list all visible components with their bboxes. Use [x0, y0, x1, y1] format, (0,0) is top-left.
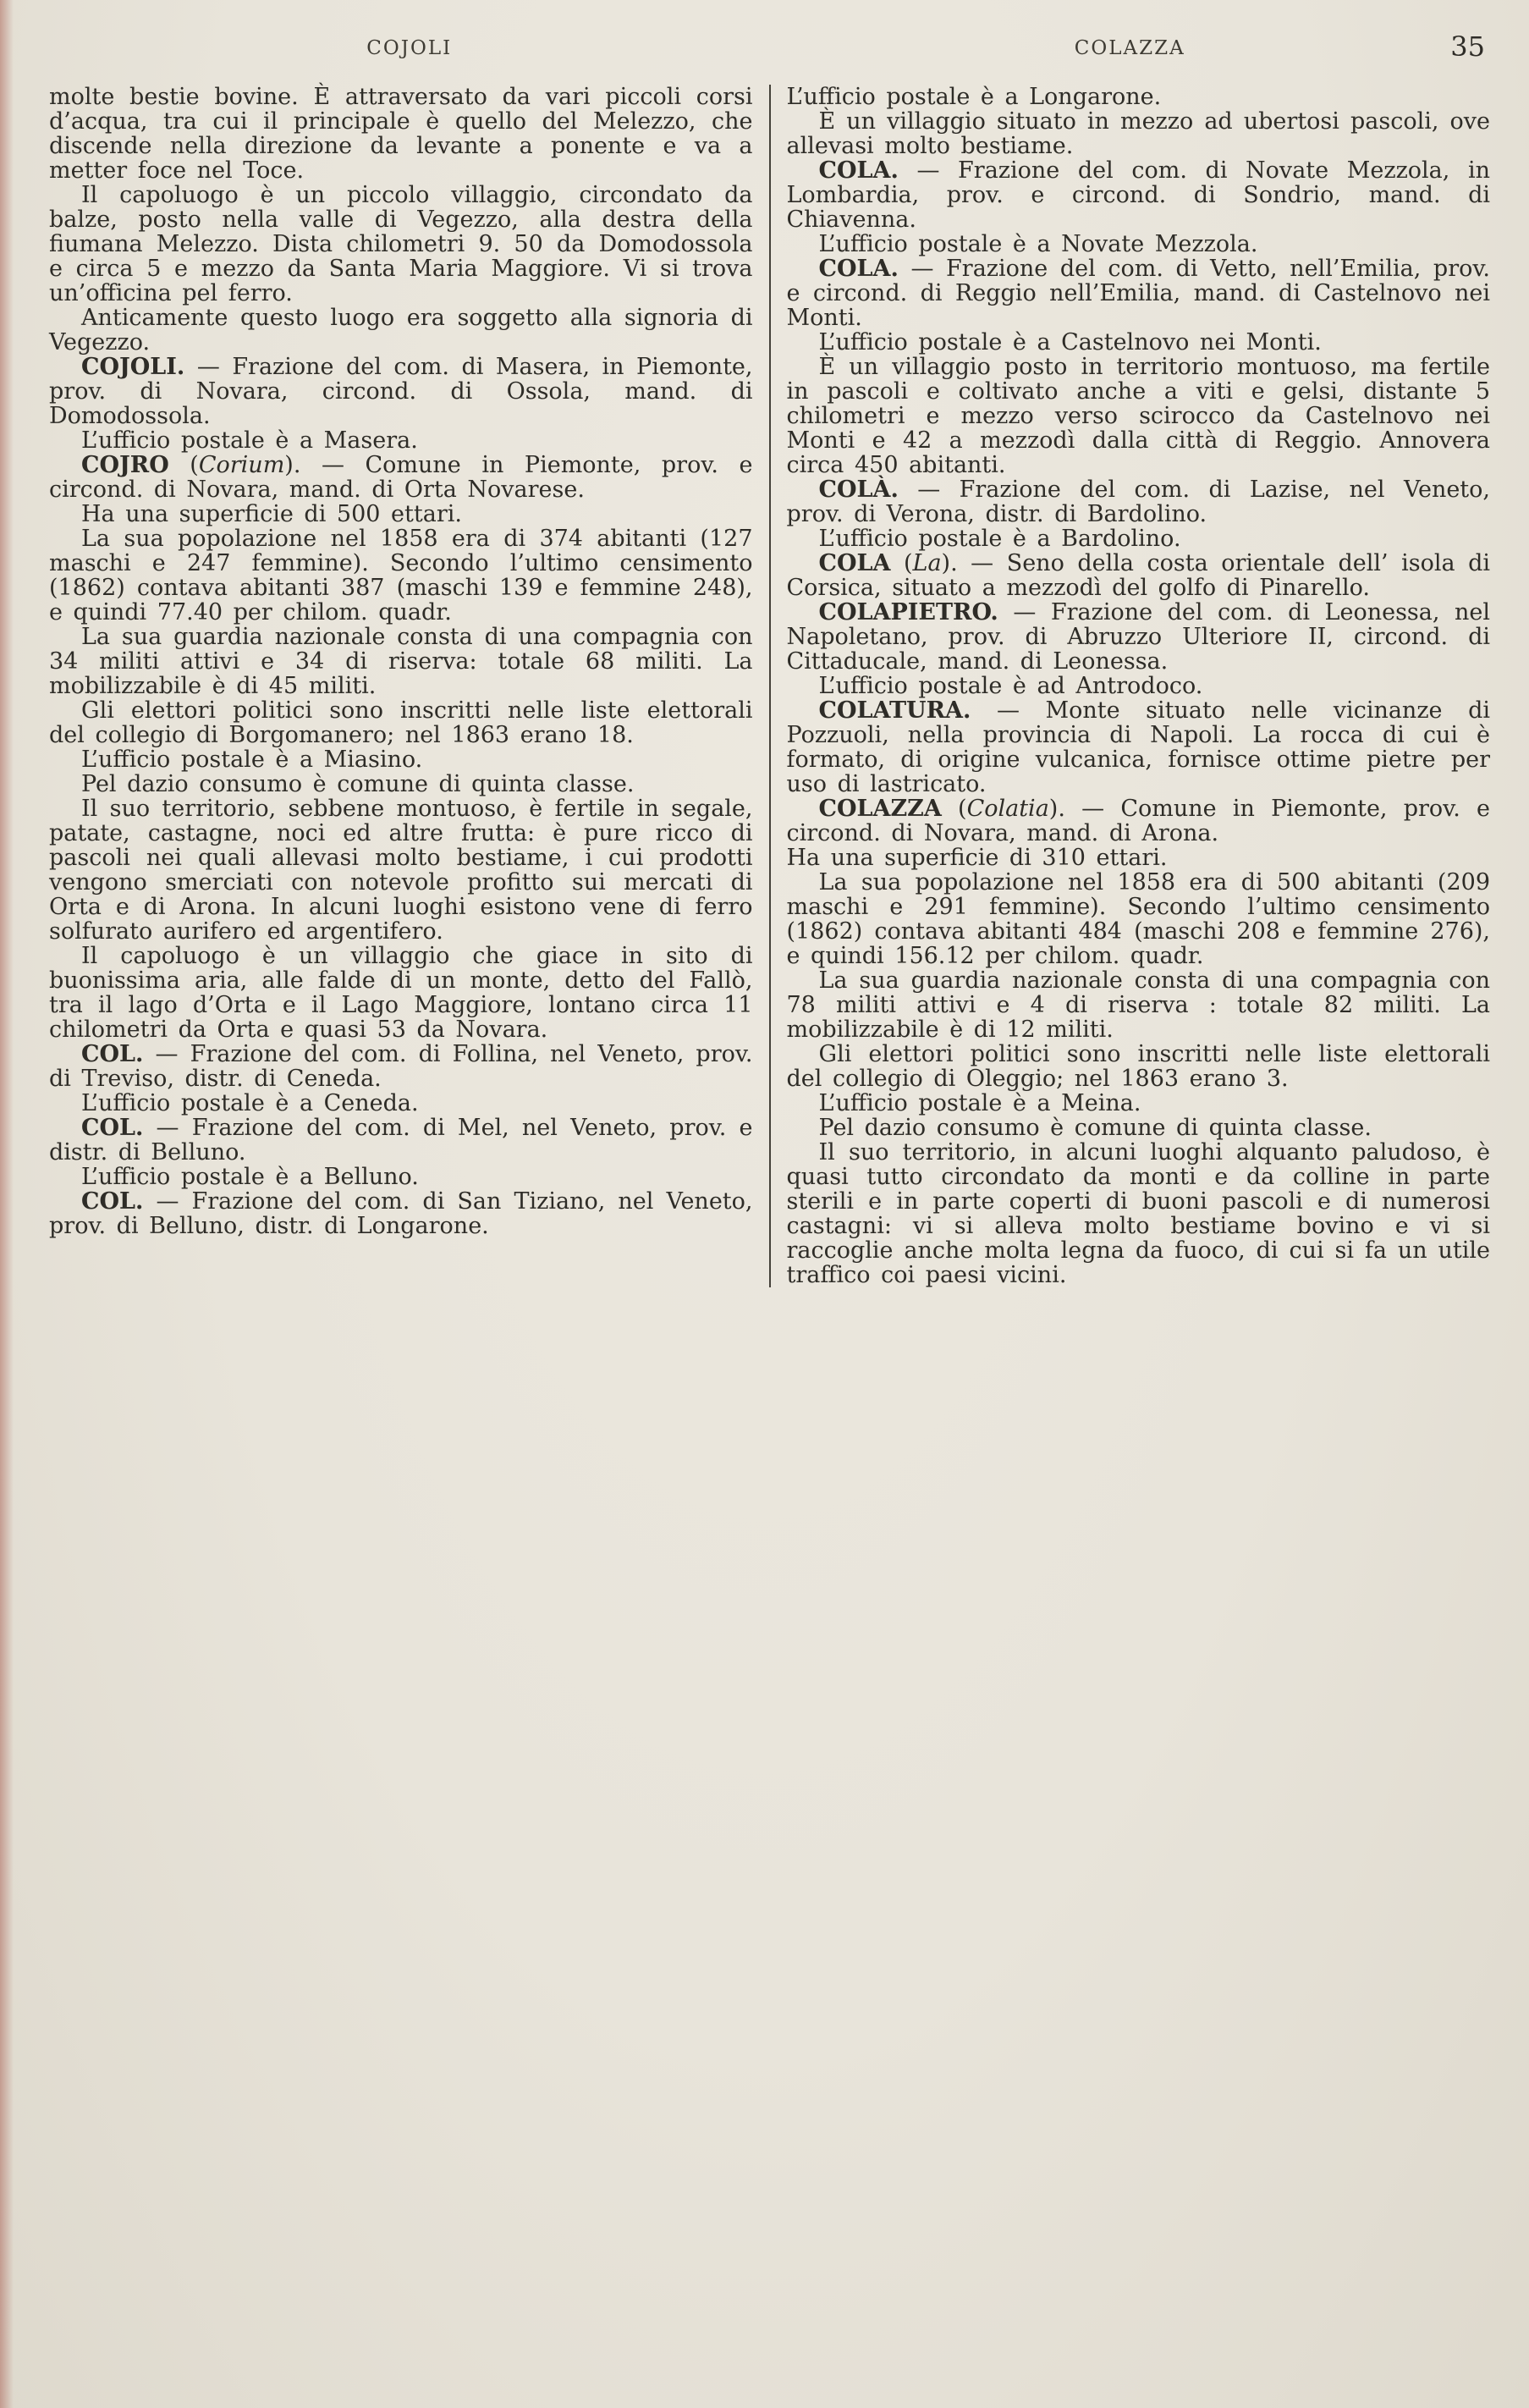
paragraph	[49, 1042, 753, 1091]
text-run: molte bestie bovine. È attraversato da vari piccoli corsi d’acqua, tra cui il principale è quello del Melezzo, che discende nella direzione da levante a ponente e va a metter foce nel Toce.	[49, 84, 753, 184]
text-run: L’ufficio postale è a Belluno.	[81, 1164, 419, 1190]
paragraph	[787, 600, 1491, 674]
text-run: ). — Seno della costa orientale dell’ isola di Corsica, situato a mezzodì del golfo di Pinarello.	[786, 550, 1490, 601]
paragraph	[787, 85, 1491, 109]
paragraph	[787, 796, 1491, 846]
paragraph	[49, 1091, 753, 1116]
text-run: Gli elettori politici sono inscritti nelle liste elettorali del collegio di Oleggio; nel 1863 erano 3.	[786, 1041, 1490, 1092]
text-run: — Frazione del com. di Vetto, nell’Emilia, prov. e circond. di Reggio nell’Emilia, mand. di Castelnovo nei Monti.	[786, 256, 1490, 331]
text-run: — Frazione del com. di Leonessa, nel Napoletano, prov. di Abruzzo Ulteriore II, circond. di Cittaducale, mand. di Leonessa.	[786, 599, 1490, 675]
text-run: (	[168, 452, 199, 478]
entry-headword: COLA	[818, 550, 891, 576]
text-run: — Frazione del com. di Mel, nel Veneto, prov. e distr. di Belluno.	[49, 1115, 753, 1165]
paragraph	[49, 625, 753, 698]
paragraph	[49, 1189, 753, 1238]
text-run: La sua guardia nazionale consta di una compagnia con 34 militi attivi e 34 di riserva: totale 68 militi. La mobilizzabile è di 45 militi.	[49, 624, 753, 699]
entry-headword: COLA.	[818, 256, 899, 282]
paragraph	[49, 698, 753, 747]
text-run: (	[941, 796, 967, 822]
paragraph	[49, 747, 753, 772]
paragraph	[49, 1165, 753, 1189]
paragraph	[787, 256, 1491, 330]
running-title-right: COLAZZA	[1074, 37, 1185, 59]
entry-headword: COLAPIETRO.	[818, 599, 998, 625]
paragraph	[787, 551, 1491, 600]
entry-headword: COJRO	[81, 452, 169, 478]
page-left-edge	[0, 0, 14, 2408]
left-column-text	[49, 85, 753, 1287]
text-run: Ha una superficie di 310 ettari.	[786, 845, 1168, 871]
right-column-text	[787, 85, 1491, 1287]
text-run: La sua popolazione nel 1858 era di 500 abitanti (209 maschi e 291 femmine). Secondo l’ultimo censimento (1862) contava abitanti 484 (maschi 208 e femmine 276), e quindi 156.12 per chilom. quadr.	[786, 869, 1490, 969]
paragraph	[787, 674, 1491, 698]
text-run: — Frazione del com. di San Tiziano, nel Veneto, prov. di Belluno, distr. di Longarone.	[49, 1188, 753, 1239]
text-run: Il suo territorio, sebbene montuoso, è fertile in segale, patate, castagne, noci ed altre frutta: è pure ricco di pascoli nei quali allevasi molto bestiame, i cui prodotti vengono smerciati con notevole profitto sui mercati di Orta e di Arona. In alcuni luoghi esistono vene di ferro solfurato aurifero ed argentifero.	[49, 796, 753, 945]
paragraph	[49, 526, 753, 625]
paragraph	[787, 698, 1491, 796]
text-run: ). — Comune in Piemonte, prov. e circond. di Novara, mand. di Arona.	[786, 796, 1490, 846]
entry-headword: COLA.	[818, 157, 899, 184]
text-run: L’ufficio postale è a Bardolino.	[818, 526, 1181, 552]
text-run: L’ufficio postale è a Miasino.	[81, 747, 423, 773]
entry-headword: COLATURA.	[818, 697, 971, 724]
text-run: L’ufficio postale è a Masera.	[81, 427, 418, 454]
text-columns	[49, 85, 1490, 1287]
paragraph	[787, 1042, 1491, 1091]
text-run: — Monte situato nelle vicinanze di Pozzuoli, nella provincia di Napoli. La rocca di cui è formato, di origine vulcanica, fornisce ottime pietre per uso di lastricato.	[786, 697, 1490, 797]
text-run: Ha una superficie di 500 ettari.	[81, 501, 462, 527]
text-run: Il capoluogo è un piccolo villaggio, circondato da balze, posto nella valle di Vegezzo, alla destra della fiumana Melezzo. Dista chilometri 9. 50 da Domodossola e circa 5 e mezzo da Santa Maria Maggiore. Vi si trova un’officina pel ferro.	[49, 182, 753, 306]
paragraph	[49, 85, 753, 183]
text-run: Anticamente questo luogo era soggetto alla signoria di Vegezzo.	[49, 305, 753, 355]
paragraph	[49, 944, 753, 1042]
entry-headword: COL.	[81, 1041, 144, 1067]
paragraph	[787, 846, 1491, 870]
entry-headword: COL.	[81, 1188, 144, 1215]
paragraph	[49, 502, 753, 526]
text-run: Colatia	[966, 796, 1049, 822]
text-run: L’ufficio postale è a Meina.	[818, 1090, 1141, 1116]
entry-headword: COLÀ.	[818, 477, 899, 503]
text-run: È un villaggio posto in territorio montuoso, ma fertile in pascoli e coltivato anche a viti e gelsi, distante 5 chilometri e mezzo verso scirocco da Castelnovo nei Monti e 42 a mezzodì dalla città di Reggio. Annovera circa 450 abitanti.	[786, 354, 1490, 478]
paragraph	[787, 355, 1491, 477]
column-divider	[769, 85, 771, 1287]
paragraph	[787, 232, 1491, 256]
text-run: Corium	[198, 452, 285, 478]
text-run: Gli elettori politici sono inscritti nelle liste elettorali del collegio di Borgomanero; nel 1863 erano 18.	[49, 697, 753, 748]
paragraph	[49, 306, 753, 355]
text-run: La	[912, 550, 942, 576]
paragraph	[787, 477, 1491, 526]
text-run: L’ufficio postale è a Novate Mezzola.	[818, 231, 1258, 257]
paragraph	[787, 526, 1491, 551]
paragraph	[49, 355, 753, 428]
text-run: Il suo territorio, in alcuni luoghi alquanto paludoso, è quasi tutto circondato da monti e da colline in parte sterili e in parte coperti di buoni pascoli e di numerosi castagni: vi si alleva molto bestiame bovino e vi si raccoglie anche molta legna da fuoco, di cui si fa un utile traffico coi paesi vicini.	[786, 1139, 1490, 1288]
paragraph	[787, 330, 1491, 355]
paragraph	[49, 772, 753, 796]
running-title-left: COJOLI	[366, 37, 453, 59]
text-run: — Frazione del com. di Masera, in Piemonte, prov. di Novara, circond. di Ossola, mand. di Domodossola.	[49, 354, 753, 429]
entry-headword: COLAZZA	[818, 796, 942, 822]
paragraph	[787, 158, 1491, 232]
text-run: È un villaggio situato in mezzo ad ubertosi pascoli, ove allevasi molto bestiame.	[786, 108, 1490, 159]
paragraph	[49, 1116, 753, 1165]
paragraph	[787, 1091, 1491, 1116]
paragraph	[49, 428, 753, 453]
paragraph	[49, 183, 753, 306]
paragraph	[787, 1140, 1491, 1287]
entry-headword: COJOLI.	[81, 354, 185, 380]
text-run: L’ufficio postale è a Castelnovo nei Monti.	[818, 329, 1322, 355]
text-run: Pel dazio consumo è comune di quinta classe.	[818, 1115, 1372, 1141]
text-run: — Frazione del com. di Follina, nel Veneto, prov. di Treviso, distr. di Ceneda.	[49, 1041, 753, 1092]
text-run: ). — Comune in Piemonte, prov. e circond. di Novara, mand. di Orta Novarese.	[49, 452, 753, 503]
paragraph	[787, 1116, 1491, 1140]
text-run: — Frazione del com. di Novate Mezzola, in Lombardia, prov. e circond. di Sondrio, mand. di Chiavenna.	[786, 157, 1490, 233]
paragraph	[787, 109, 1491, 158]
text-run: La sua popolazione nel 1858 era di 374 abitanti (127 maschi e 247 femmine). Secondo l’ultimo censimento (1862) contava abitanti 387 (maschi 139 e femmine 248), e quindi 77.40 per chilom. quadr.	[49, 526, 753, 625]
text-run: Il capoluogo è un villaggio che giace in sito di buonissima aria, alle falde di un monte, detto del Fallò, tra il lago d’Orta e il Lago Maggiore, lontano circa 11 chilometri da Orta e quasi 53 da Novara.	[49, 943, 753, 1043]
page-number: 35	[1450, 30, 1485, 63]
entry-headword: COL.	[81, 1115, 144, 1141]
paragraph	[787, 968, 1491, 1042]
text-run: L’ufficio postale è a Longarone.	[786, 84, 1162, 110]
text-run: La sua guardia nazionale consta di una compagnia con 78 militi attivi e 4 di riserva : totale 82 militi. La mobilizzabile è di 12 militi.	[786, 967, 1490, 1043]
text-run: Pel dazio consumo è comune di quinta classe.	[81, 771, 635, 797]
text-run: L’ufficio postale è a Ceneda.	[81, 1090, 419, 1116]
text-run: (	[890, 550, 913, 576]
paragraph	[49, 796, 753, 944]
text-run: — Frazione del com. di Lazise, nel Veneto, prov. di Verona, distr. di Bardolino.	[786, 477, 1490, 527]
paragraph	[49, 453, 753, 502]
text-run: L’ufficio postale è ad Antrodoco.	[818, 673, 1203, 699]
page-header	[49, 30, 1490, 71]
paragraph	[787, 870, 1491, 968]
